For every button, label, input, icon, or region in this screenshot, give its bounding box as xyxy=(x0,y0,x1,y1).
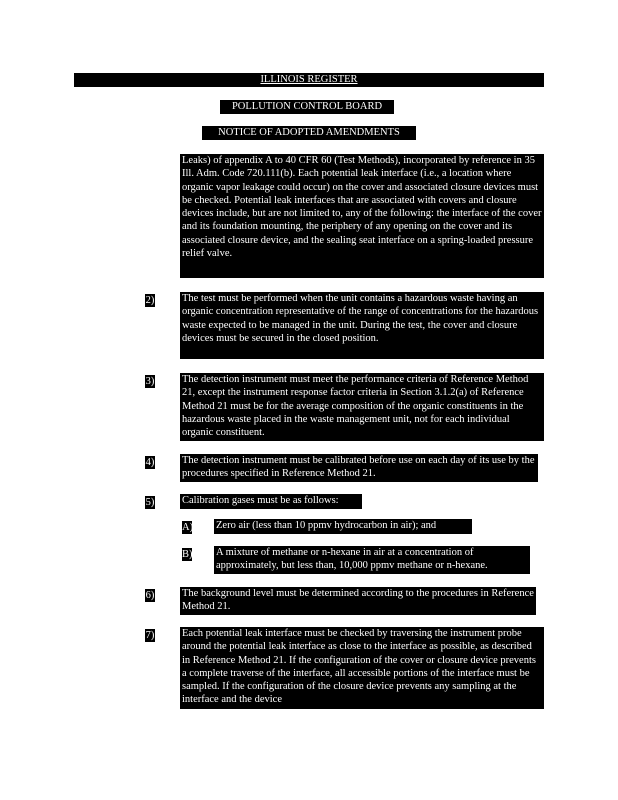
register-title: ILLINOIS REGISTER xyxy=(260,74,358,85)
intro-paragraph: Leaks) of appendix A to 40 CFR 60 (Test Methods), incorporated by reference in 35 Ill. Adm. Code 720.111(b). Each potential leak interface (i.e., a location where organic vapor leakage could occur) on the cover and associated closure devices must be checked. Potential leak interfaces that are associated with covers and closure devices include, but are not limited to, any of the following: the interface of the cover and its foundation mounting, the periphery of any opening on the cover and its associated closure device, and the sealing seat interface on a spring-loaded pressure relief valve. xyxy=(180,154,544,278)
subitem-number: B) xyxy=(182,549,193,560)
item-text: The background level must be determined according to the procedures in Reference Method 21. xyxy=(180,587,536,615)
item-text: The detection instrument must meet the performance criteria of Reference Method 21, except the instrument response factor criteria in Section 3.1.2(a) of Reference Method 21 must be for the average composition of the organic constituents in the hazardous waste placed in the waste management unit, not for each individual organic constituent. xyxy=(180,373,544,441)
item-number: 5) xyxy=(145,497,155,508)
board-name: POLLUTION CONTROL BOARD xyxy=(220,100,394,114)
item-text: Calibration gases must be as follows: xyxy=(180,494,362,509)
item-text: The detection instrument must be calibrated before use on each day of its use by the procedures specified in Reference Method 21. xyxy=(180,454,538,482)
item-number: 7) xyxy=(145,630,155,641)
item-text: Each potential leak interface must be checked by traversing the instrument probe around the potential leak interface as close to the interface as possible, as described in Reference Method 21. If the configuration of the cover or closure device prevents a complete traverse of the interface, all accessible portions of the interface must be sampled. If the configuration of the closure device prevents any sampling at the interface and the device xyxy=(180,627,544,709)
subitem-text: Zero air (less than 10 ppmv hydrocarbon in air); and xyxy=(214,519,472,534)
item-number: 2) xyxy=(145,295,155,306)
subitem-number: A) xyxy=(182,522,194,533)
subitem-text: A mixture of methane or n-hexane in air at a concentration of approximately, but less than, 10,000 ppmv methane or n-hexane. xyxy=(214,546,530,574)
notice-title: NOTICE OF ADOPTED AMENDMENTS xyxy=(202,126,416,140)
item-number: 6) xyxy=(145,590,155,601)
register-header xyxy=(74,73,544,87)
item-number: 3) xyxy=(145,376,155,387)
item-number: 4) xyxy=(145,457,155,468)
item-text: The test must be performed when the unit contains a hazardous waste having an organic concentration representative of the range of concentrations for the hazardous waste expected to be managed in the unit. During the test, the cover and closure devices must be secured in the closed position. xyxy=(180,292,544,359)
